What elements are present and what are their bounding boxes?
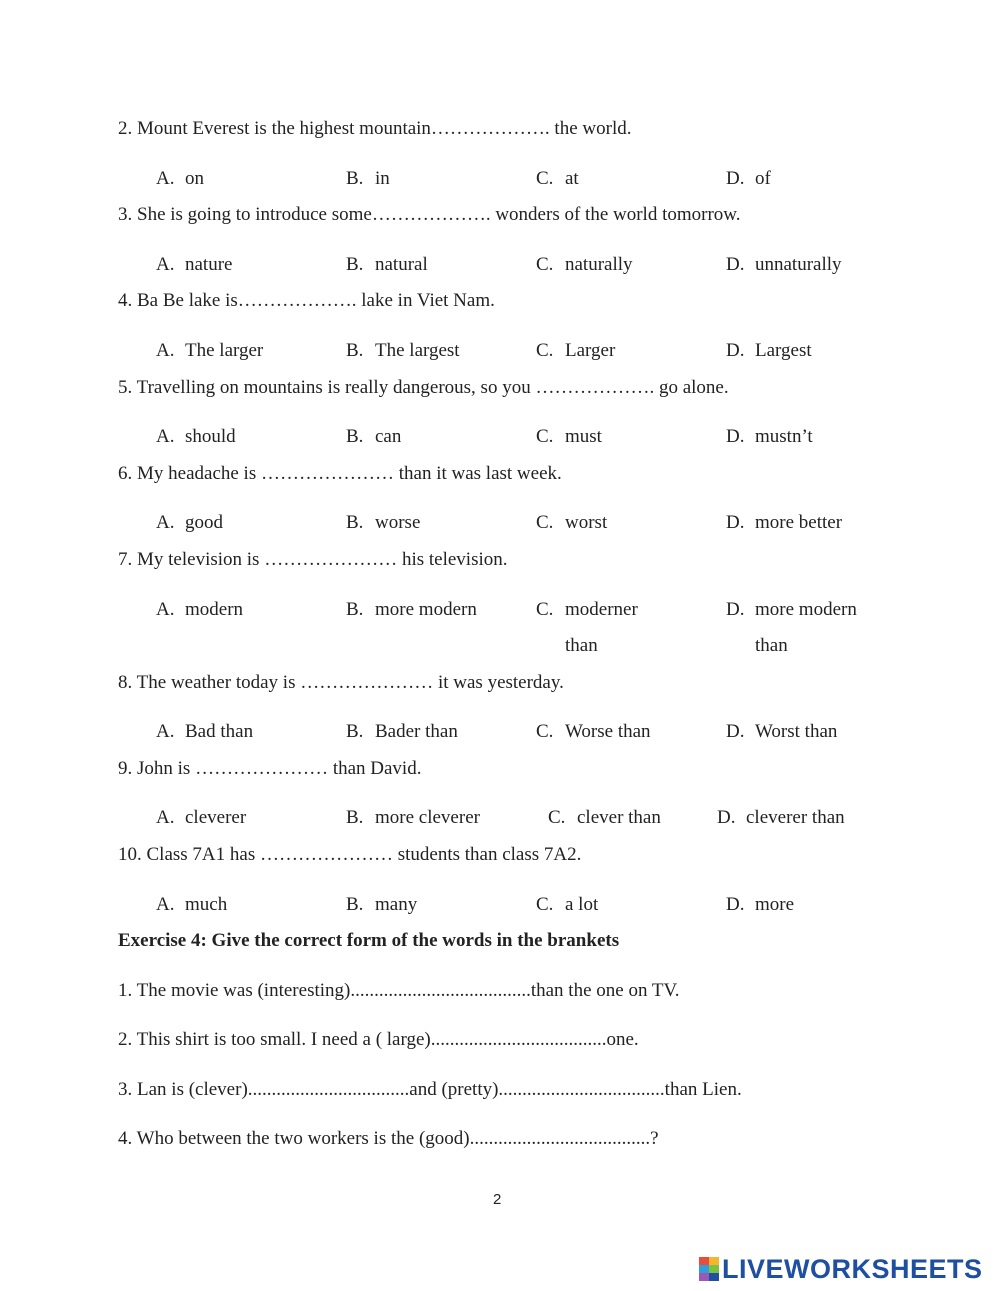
option-d[interactable]: D. more (726, 894, 795, 915)
option-d[interactable]: D. of (726, 168, 771, 189)
option-d[interactable]: D. cleverer than (717, 807, 845, 828)
question-stem: 3. She is going to introduce some………………. wonders of the world tomorrow. (118, 204, 741, 225)
option-a[interactable]: A. modern (156, 599, 244, 620)
option-d[interactable]: D. mustn’t (726, 426, 813, 447)
logo-tile (699, 1257, 709, 1265)
option-b[interactable]: B. more modern (346, 599, 477, 620)
option-b[interactable]: B. in (346, 168, 390, 189)
question-stem: 2. Mount Everest is the highest mountain………………. the world. (118, 118, 632, 139)
exercise-item: 1. The movie was (interesting)......................................than the one on TV. (118, 980, 680, 1001)
option-d-continuation: than (755, 635, 788, 656)
option-c[interactable]: C. at (536, 168, 579, 189)
logo-tile (699, 1273, 709, 1281)
option-b[interactable]: B. worse (346, 512, 421, 533)
question-stem: 7. My television is ………………… his television. (118, 549, 508, 570)
exercise-item: 2. This shirt is too small. I need a ( large).....................................one. (118, 1029, 639, 1050)
option-c[interactable]: C. worst (536, 512, 608, 533)
logo-tile (709, 1273, 719, 1281)
question-stem: 4. Ba Be lake is………………. lake in Viet Nam. (118, 290, 495, 311)
option-a[interactable]: A. nature (156, 254, 233, 275)
option-a[interactable]: A. on (156, 168, 204, 189)
option-c[interactable]: C. clever than (548, 807, 661, 828)
option-c[interactable]: C. naturally (536, 254, 633, 275)
liveworksheets-logo-icon (699, 1257, 719, 1281)
logo-tile (709, 1257, 719, 1265)
option-c-continuation: than (565, 635, 598, 656)
exercise-heading: Exercise 4: Give the correct form of the words in the brankets (118, 930, 620, 951)
option-a[interactable]: A. should (156, 426, 236, 447)
option-c[interactable]: C. Larger (536, 340, 616, 361)
page-number: 2 (493, 1191, 502, 1208)
question-stem: 6. My headache is ………………… than it was last week. (118, 463, 562, 484)
question-stem: 5. Travelling on mountains is really dangerous, so you ………………. go alone. (118, 377, 729, 398)
option-d[interactable]: D. Worst than (726, 721, 838, 742)
option-c[interactable]: C. must (536, 426, 602, 447)
option-a[interactable]: A. cleverer (156, 807, 247, 828)
brand-logo[interactable] (699, 1254, 983, 1284)
question-stem: 10. Class 7A1 has ………………… students than class 7A2. (118, 844, 582, 865)
option-b[interactable]: B. many (346, 894, 418, 915)
option-b[interactable]: B. can (346, 426, 402, 447)
option-a[interactable]: A. good (156, 512, 223, 533)
option-b[interactable]: B. The largest (346, 340, 460, 361)
option-a[interactable]: A. The larger (156, 340, 264, 361)
option-b[interactable]: B. natural (346, 254, 428, 275)
option-a[interactable]: A. Bad than (156, 721, 254, 742)
option-b[interactable]: B. Bader than (346, 721, 458, 742)
question-stem: 8. The weather today is ………………… it was yesterday. (118, 672, 564, 693)
brand-name: LIVEWORKSHEETS (722, 1253, 983, 1284)
option-b[interactable]: B. more cleverer (346, 807, 480, 828)
question-stem: 9. John is ………………… than David. (118, 758, 422, 779)
logo-tile (699, 1265, 709, 1273)
logo-tile (709, 1265, 719, 1273)
option-d[interactable]: D. more better (726, 512, 843, 533)
option-d[interactable]: D. unnaturally (726, 254, 842, 275)
exercise-item: 4. Who between the two workers is the (good)......................................? (118, 1128, 659, 1149)
option-a[interactable]: A. much (156, 894, 228, 915)
exercise-item: 3. Lan is (clever)..................................and (pretty)...................................than Lien. (118, 1079, 742, 1100)
option-c[interactable]: C. a lot (536, 894, 599, 915)
option-c[interactable]: C. Worse than (536, 721, 651, 742)
option-c[interactable]: C. moderner (536, 599, 638, 620)
option-d[interactable]: D. Largest (726, 340, 812, 361)
option-d[interactable]: D. more modern (726, 599, 857, 620)
